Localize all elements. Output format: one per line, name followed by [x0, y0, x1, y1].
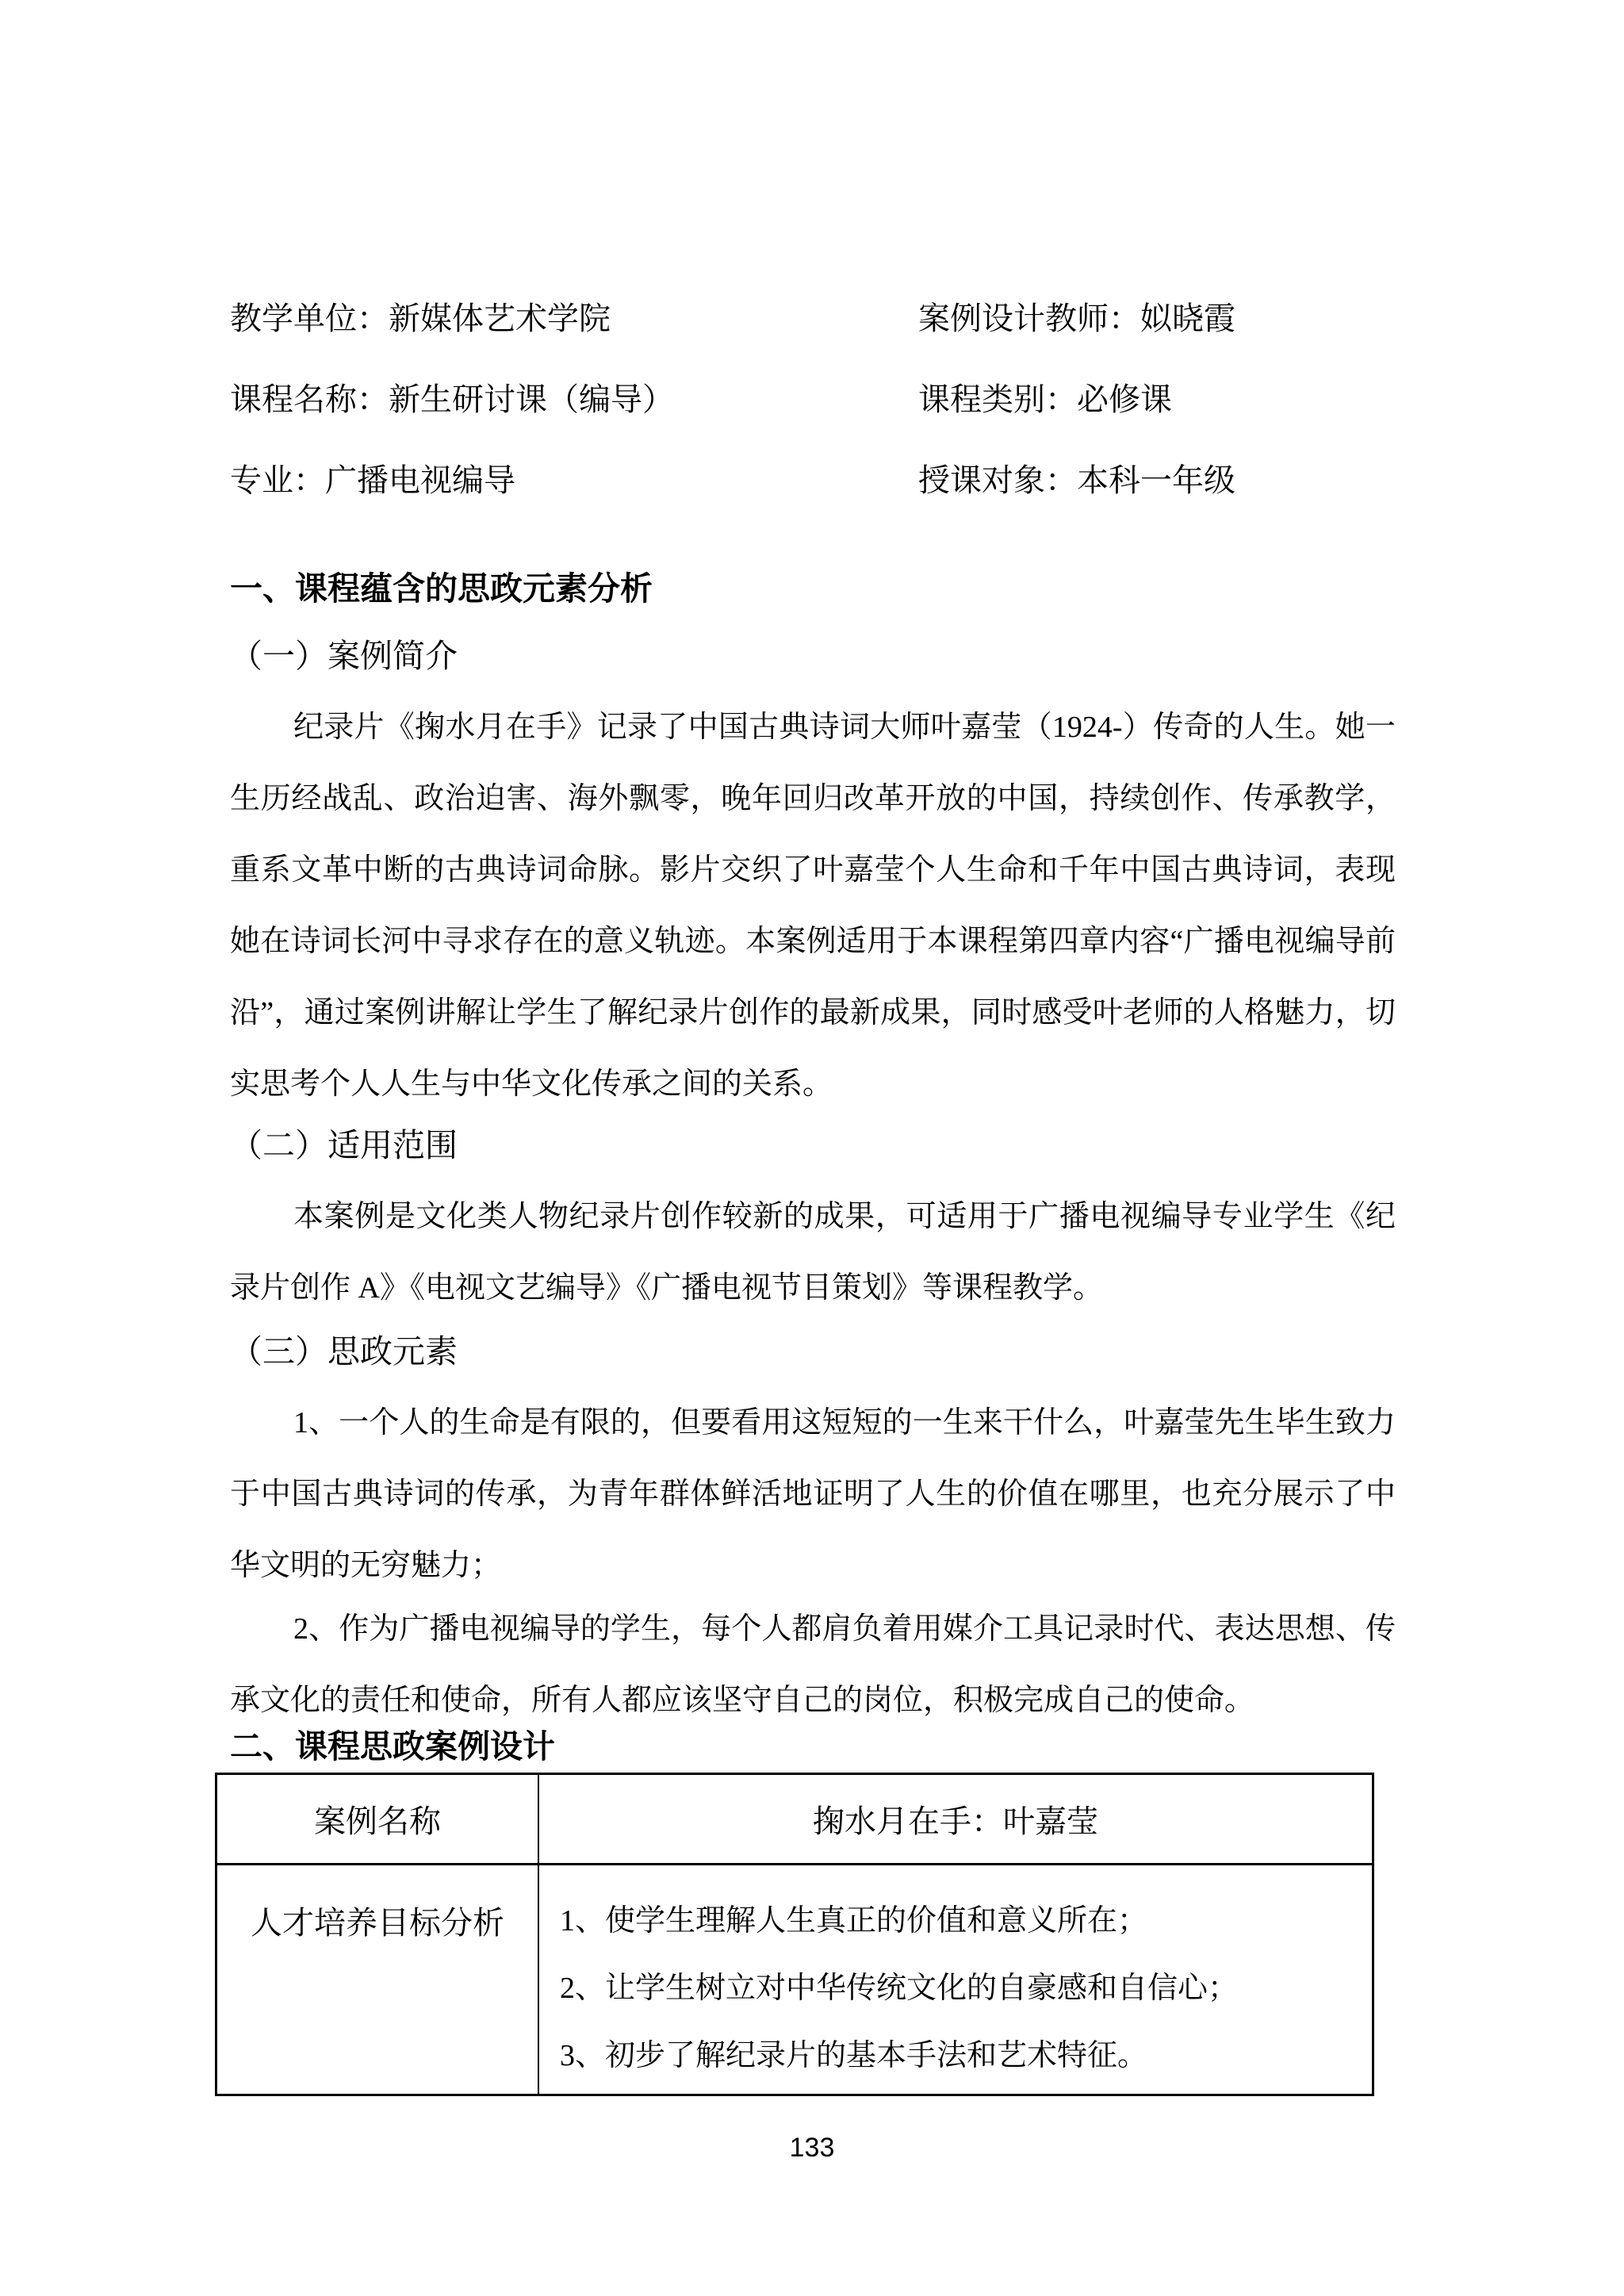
case-designer-field: 案例设计教师：姒晓霞 [918, 301, 1235, 336]
course-info-row-3 [230, 462, 1396, 509]
teaching-unit-field: 教学单位：新媒体艺术学院 [230, 301, 611, 336]
para-sizheng-2: 2、作为广播电视编导的学生，每个人都肩负着用媒介工具记录时代、表达思想、传承文化的责任和使命，所有人都应该坚守自己的岗位，积极完成自己的使命。 [230, 1612, 1396, 1717]
para-case-intro: 纪录片《掬水月在手》记录了中国古典诗词大师叶嘉莹（1924-）传奇的人生。她一生历经战乱、政治迫害、海外飘零，晚年回归改革开放的中国，持续创作、传承教学，重系文革中断的古典诗词命脉。影片交织了叶嘉莹个人生命和千年中国古典诗词，表现她在诗词长河中寻求存在的意义轨迹。本案例适用于本课程第四章内容“广播电视编导前沿”，通过案例讲解让学生了解纪录片创作的最新成果，同时感受叶老师的人格魅力，切实思考个人人生与中华文化传承之间的关系。 [230, 711, 1396, 1101]
table-row-case-name [217, 1775, 1372, 1865]
course-info-row-2 [230, 381, 1396, 428]
para-scope: 本案例是文化类人物纪录片创作较新的成果，可适用于广播电视编导专业学生《纪录片创作 A》《电视文艺编导》《广播电视节目策划》等课程教学。 [230, 1200, 1396, 1305]
subheading-scope: （二）适用范围 [230, 1127, 458, 1163]
subheading-sizheng: （三）思政元素 [230, 1333, 458, 1370]
case-design-table [215, 1773, 1374, 2096]
objective-item-1: 1、使学生理解人生真正的价值和意义所在； [560, 1904, 1148, 1938]
page-number: 133 [789, 2133, 835, 2163]
section1-heading: 一、课程蕴含的思政元素分析 [230, 570, 653, 607]
major-field: 专业：广播电视编导 [230, 462, 515, 498]
training-goal-content-cell [539, 1865, 1372, 2094]
audience-field: 授课对象：本科一年级 [918, 462, 1235, 498]
para-sizheng-1: 1、一个人的生命是有限的，但要看用这短短的一生来干什么，叶嘉莹先生毕生致力于中国古典诗词的传承，为青年群体鲜活地证明了人生的价值在哪里，也充分展示了中华文明的无穷魅力； [230, 1406, 1396, 1582]
objective-item-2: 2、让学生树立对中华传统文化的自豪感和自信心； [560, 1972, 1239, 2005]
course-type-field: 课程类别：必修课 [918, 381, 1172, 417]
course-info-row-1 [230, 300, 1396, 347]
training-goal-label-cell: 人才培养目标分析 [217, 1865, 539, 2094]
subheading-case-intro: （一）案例简介 [230, 638, 458, 674]
section2-heading: 二、课程思政案例设计 [230, 1728, 555, 1765]
case-name-value-cell: 掬水月在手：叶嘉莹 [813, 1803, 1098, 1839]
table-row-training-goals [217, 1865, 1372, 2094]
course-name-field: 课程名称：新生研讨课（编导） [230, 381, 674, 417]
case-name-label-cell: 案例名称 [217, 1775, 539, 1863]
objective-item-3: 3、初步了解纪录片的基本手法和艺术特征。 [560, 2039, 1148, 2072]
